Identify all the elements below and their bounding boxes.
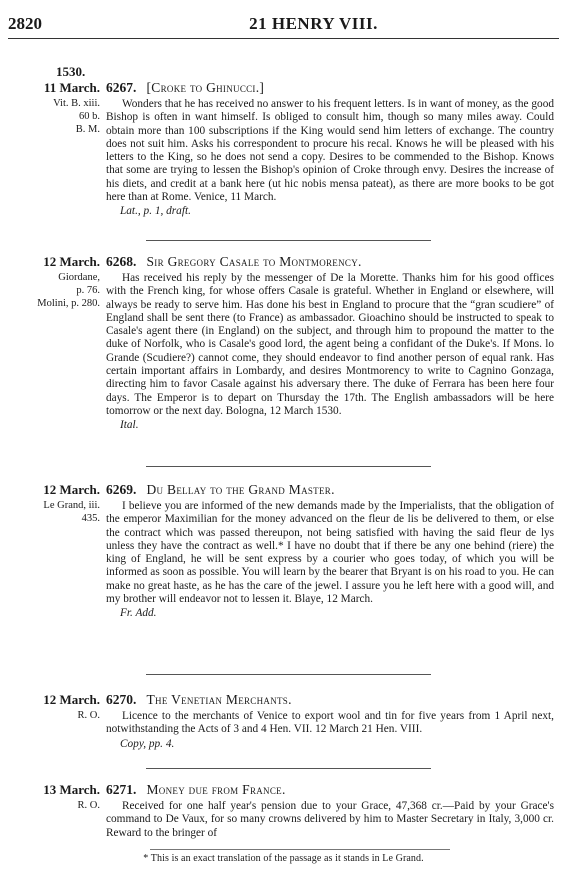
entry-number: 6270. xyxy=(106,692,137,707)
page-number: 2820 xyxy=(8,14,42,33)
entry-title xyxy=(106,782,554,798)
source-ref: Giordane, xyxy=(58,272,100,283)
source-ref: Le Grand, iii. xyxy=(43,500,100,511)
entry-heading: Money due from France. xyxy=(146,782,286,797)
entry-main xyxy=(106,692,554,751)
source-ref: p. 76. xyxy=(76,285,100,296)
entry-date: 11 March. xyxy=(43,80,100,95)
entry-title xyxy=(106,254,554,270)
entry-separator xyxy=(146,674,431,675)
entry-note: Lat., p. 1, draft. xyxy=(120,205,191,218)
entry-date: 12 March. xyxy=(43,482,100,497)
source-ref: 435. xyxy=(81,513,100,524)
entry-margin xyxy=(8,254,100,310)
entry-heading: The Venetian Merchants. xyxy=(146,692,292,707)
entry-note: Fr. Add. xyxy=(120,607,157,620)
header-rule xyxy=(8,38,559,39)
source-ref: Molini, p. 280. xyxy=(37,298,100,309)
entry-note: Ital. xyxy=(120,419,139,432)
page-header xyxy=(6,8,561,34)
entry-number: 6268. xyxy=(106,254,137,269)
entry-title xyxy=(106,692,554,708)
entry-date: 12 March. xyxy=(43,692,100,707)
entry-body: Has received his reply by the messenger of De la Morette. Thanks him for his good offices with the French king, for whose offers Casale is grateful. Whether in England or elsewhere, will always be ready to serve him. Has done his best in England to procure that the “gran scudiere” of England shall be sent there (to France) as ambassador. Gioachino should be instructed to speak to Casale's agent there (in England) on the subject, and through him to propound the matter to the duke of Norfolk, who is Casale's good lord, the agent being a confidant of the Duke's. If Mons. lo Grande (Scudiere?) cannot come, they should endeavor to find another person of equal rank. Has certain important affairs in Lombardy, and desires Montmorency to write to Cagnino Gonzaga, directing him to favor Casale against his adversary there. The duke of Ferrara has been here four days. The Emperor is to depart on Thursday the 17th. The English ambassadors will be here tomorrow or the next day. Bologna, 12 March 1530. xyxy=(106,272,554,417)
entry-main xyxy=(106,482,554,620)
entry-note: Copy, pp. 4. xyxy=(120,737,175,750)
entry-margin xyxy=(8,782,100,812)
entry-body: Received for one half year's pension due to your Grace, 47,368 cr.—Paid by your Grace's command to De Vaux, for so many crowns delivered by him to Master Secretary in Italy, 3,000 cr. Reward to the bringer of xyxy=(106,800,554,839)
entry-body: Licence to the merchants of Venice to export wool and tin for five years from 1 April next, notwithstanding the Acts of 3 and 4 Hen. VII. 12 March 21 Hen. VIII. xyxy=(106,710,554,736)
entry-heading: Sir Gregory Casale to Montmorency. xyxy=(146,254,362,269)
entry-body: Wonders that he has received no answer to his frequent letters. Is in want of money, as the good Bishop is often in want himself. Is obliged to consult him, though so many miles away. Could obtain more than 100 subscriptions if the King would send him letters of exchange. The country does not suit him. Asks his correspondent to procure his recal. Knows he will be pleased with his letters to the King, so he does not send a copy. Desires to be commended to the Bishop. Knows that some are trying to lessen the Bishop's opinion of Croke through envy. Desires the increase of his diets, and credit at a bank here (ut hic nobis mensa pateat), as there are more books to be got here than at Rome. Venice, 11 March. xyxy=(106,98,554,204)
entry-date: 13 March. xyxy=(43,782,100,797)
source-ref: R. O. xyxy=(77,710,100,721)
year-label: 1530. xyxy=(56,64,86,79)
entry-main xyxy=(106,782,554,840)
entry-number: 6271. xyxy=(106,782,137,797)
source-ref: R. O. xyxy=(77,800,100,811)
entry-body: I believe you are informed of the new demands made by the Imperialists, that the obligation of the emperor Maximilian for the money advanced on the fleur de lis be delivered to them, or else the contract which was passed thereupon, not being satisfied with having the said fleur de lys unless they have the contract as well.* I have no doubt that if there be any one behind (riere) the king of England, he will be sent express by a courier who goes today, of which you will be informed as soon as possible. You will learn by the bearer that Bryant is on his road to you. He can make no great haste, as he has the care of the jewel. I assure you he left here with a good will, and my brother will endeavor not to lessen it. Blaye, 12 March. xyxy=(106,500,554,606)
entry-separator xyxy=(146,240,431,241)
entry-margin xyxy=(8,482,100,525)
entry-main xyxy=(106,254,554,432)
entry-margin xyxy=(8,80,100,136)
entry-title xyxy=(106,80,554,96)
entry-separator xyxy=(146,768,431,769)
running-title: 21 HENRY VIII. xyxy=(249,14,378,33)
entry-number: 6267. xyxy=(106,80,137,95)
entry-date: 12 March. xyxy=(43,254,100,269)
entry-title xyxy=(106,482,554,498)
entry-number: 6269. xyxy=(106,482,137,497)
footnote: * This is an exact translation of the passage as it stands in Le Grand. xyxy=(143,853,424,864)
source-ref: 60 b. xyxy=(79,111,100,122)
entry-main xyxy=(106,80,554,218)
entry-separator xyxy=(146,466,431,467)
source-ref: Vit. B. xiii. xyxy=(53,98,100,109)
source-ref: B. M. xyxy=(75,124,100,135)
entry-heading: [Croke to Ghinucci.] xyxy=(146,80,265,95)
entry-margin xyxy=(8,692,100,722)
footnote-rule xyxy=(150,849,450,850)
entry-heading: Du Bellay to the Grand Master. xyxy=(146,482,335,497)
